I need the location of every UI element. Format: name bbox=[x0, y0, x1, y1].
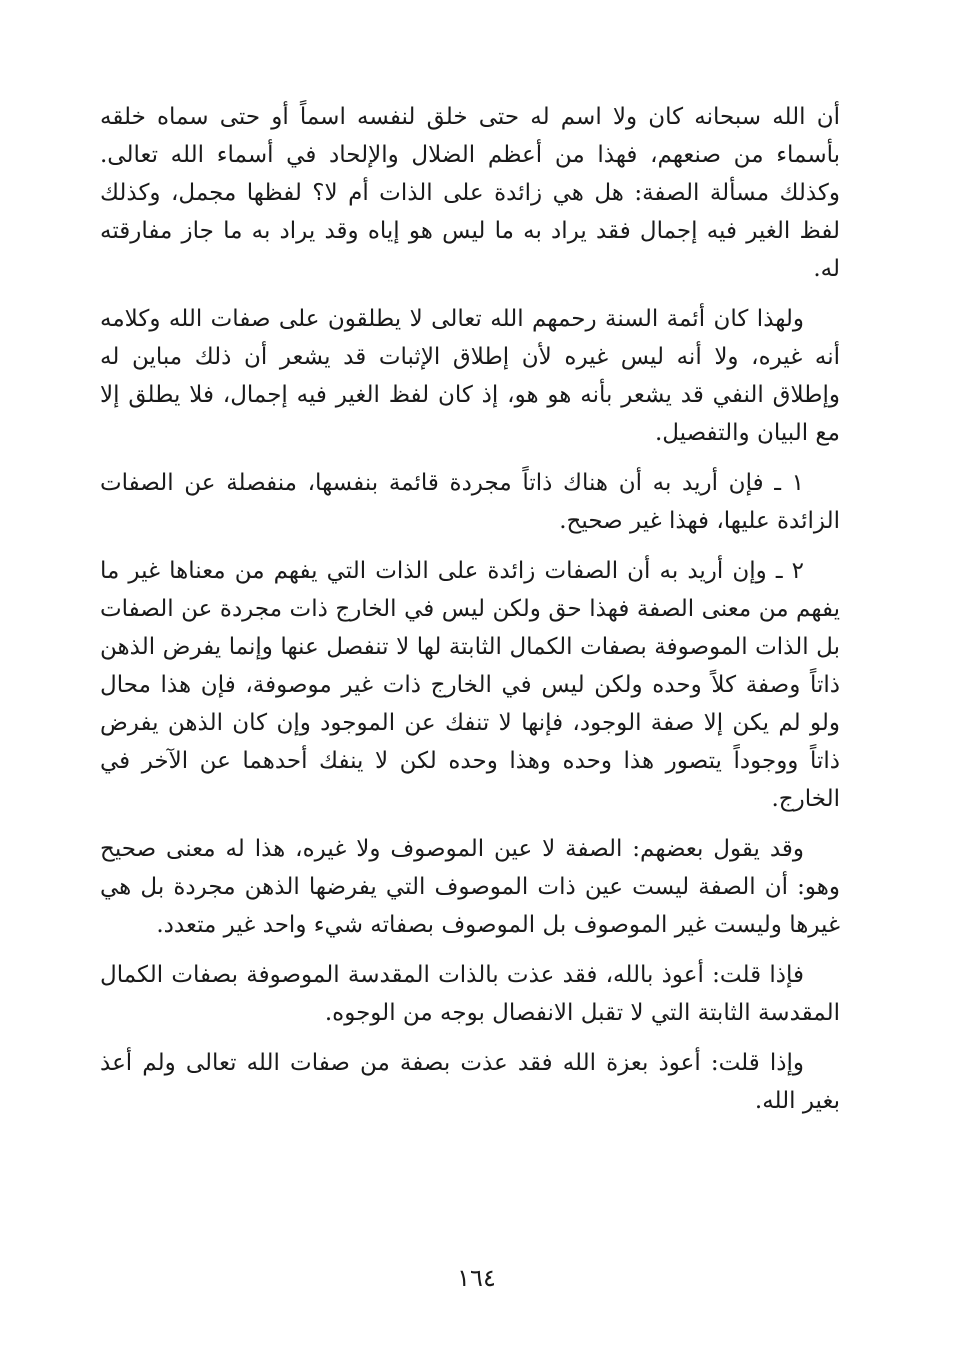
paragraph-6: فإذا قلت: أعوذ بالله، فقد عذت بالذات المقدسة الموصوفة بصفات الكمال المقدسة الثابتة التي لا تقبل الانفصال بوجه من الوجوه. bbox=[100, 962, 840, 1026]
paragraph-4: ٢ ـ وإن أريد به أن الصفات زائدة على الذات التي يفهم من معناها غير ما يفهم من معنى الصفة فهذا حق ولكن ليس في الخارج ذات مجردة عن الصفات بل الذات الموصوفة بصفات الكمال الثابتة لها لا تنفصل عنها وإنما يفرض الذهن ذاتاً وصفة كلاً وحده ولكن ليس في الخارج ذات غير موصوفة، فإن هذا محال ولو لم يكن إلا صفة الوجود، فإنها لا تنفك عن الموجود وإن كان الذهن يفرض ذاتاً ووجوداً يتصور هذا وحده وهذا وحده لكن لا ينفك أحدهما عن الآخر في الخارج. bbox=[100, 558, 840, 812]
paragraph-3: ١ ـ فإن أريد به أن هناك ذاتاً مجردة قائمة بنفسها، منفصلة عن الصفات الزائدة عليها، فهذا غير صحيح. bbox=[100, 470, 840, 534]
page-number: ١٦٤ bbox=[457, 1264, 496, 1292]
paragraph-1: أن الله سبحانه كان ولا اسم له حتى خلق لنفسه اسماً أو حتى سماه خلقه بأسماء من صنعهم، فهذا من أعظم الضلال والإلحاد في أسماء الله تعالى. وكذلك مسألة الصفة: هل هي زائدة على الذات أم لا؟ لفظها مجمل، وكذلك لفظ الغير فيه إجمال فقد يراد به ما ليس هو إياه وقد يراد به ما جاز مفارقته له. bbox=[100, 104, 840, 282]
paragraph-7: وإذا قلت: أعوذ بعزة الله فقد عذت بصفة من صفات الله تعالى ولم أعذ بغير الله. bbox=[100, 1050, 840, 1114]
paragraph-5: وقد يقول بعضهم: الصفة لا عين الموصوف ولا غيره، هذا له معنى صحيح وهو: أن الصفة ليست عين ذات الموصوف التي يفرضها الذهن مجردة بل هي غيرها وليست غير الموصوف بل الموصوف بصفاته شيء واحد غير متعدد. bbox=[100, 836, 840, 938]
paragraph-2: ولهذا كان أئمة السنة رحمهم الله تعالى لا يطلقون على صفات الله وكلامه أنه غيره، ولا أنه ليس غيره لأن إطلاق الإثبات قد يشعر أن ذلك مباين له وإطلاق النفي قد يشعر بأنه هو هو، إذ كان لفظ الغير فيه إجمال، فلا يطلق إلا مع البيان والتفصيل. bbox=[100, 306, 840, 446]
page-body bbox=[100, 98, 840, 1120]
